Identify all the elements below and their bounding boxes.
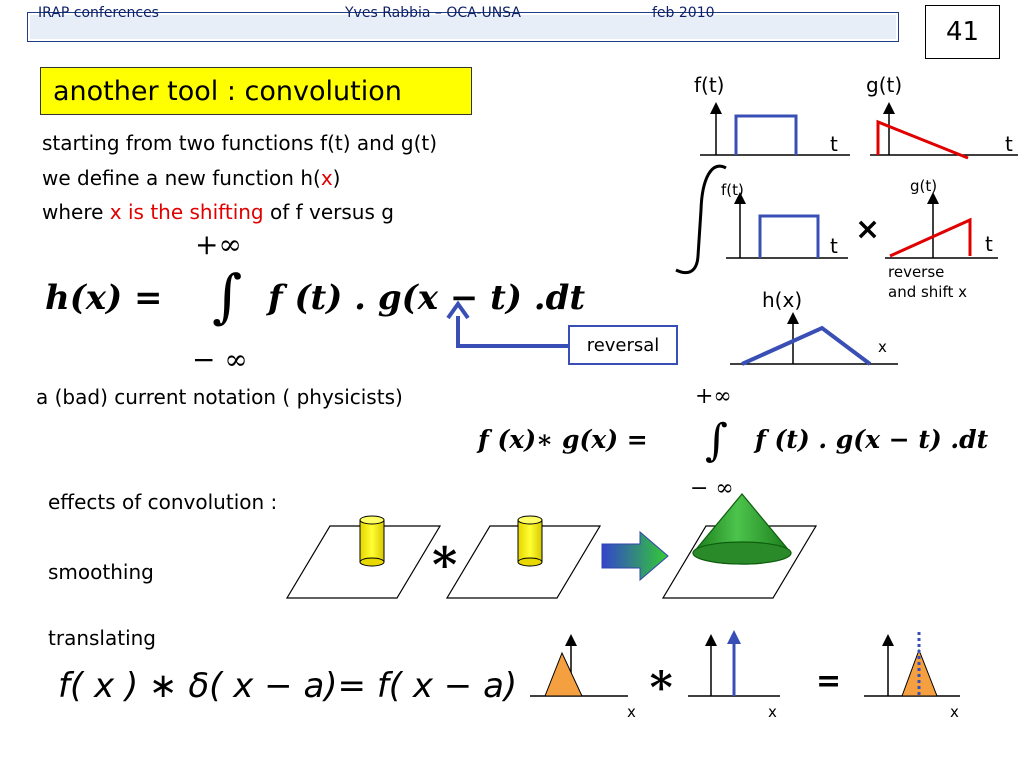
page-number: 41 [925,5,1000,59]
reverse-note-1: reverse [888,263,945,281]
cylinder-1 [360,516,384,566]
second-formula-lhs: f (x)∗ g(x) = [478,425,648,454]
intro-line-3-red: x is the shifting [109,200,264,224]
effects-heading: effects of convolution : [48,490,278,514]
cylinder-2 [518,516,542,566]
reverse-note-2: and shift x [888,283,968,301]
result-arrow [602,532,668,580]
delta-formula: f( x ) ∗ δ( x − a)= f( x − a) [58,666,518,706]
translate-plot-2 [864,632,960,696]
t-label-g2: t [985,232,993,256]
header-date: feb 2010 [652,5,715,21]
translate-delta-plot [688,630,780,696]
second-formula-upper-limit: +∞ [695,384,732,409]
t-label-f2: t [830,234,838,258]
x-label-tri2: x [950,703,959,721]
main-formula-integral: ∫ [212,262,243,330]
g-small-label: g(t) [910,177,938,195]
f-small-label: f(t) [721,181,744,199]
f-plot [700,108,850,155]
integral-sign [676,166,726,273]
x-label-delta: x [768,703,777,721]
slide-title: another tool : convolution [40,67,472,115]
translate-plot-1 [530,640,628,696]
effects-translating: translating [48,626,156,650]
header-conference: IRAP conferences [38,5,159,21]
main-formula-upper-limit: +∞ [195,228,242,261]
intro-line-1: starting from two functions f(t) and g(t) [42,131,438,155]
reversal-arrow [448,304,568,346]
t-label-g: t [1005,132,1013,156]
effects-smoothing: smoothing [48,560,154,584]
main-formula-integrand: f (t) . g(x − t) .dt [268,278,586,318]
smoothing-conv-symbol: ∗ [428,528,462,584]
reversal-label: reversal [568,325,678,365]
intro-line-2-var: x [320,166,333,190]
f-label: f(t) [694,73,725,97]
t-label-f: t [830,132,838,156]
second-formula-lower-limit: − ∞ [690,476,734,501]
equals-symbol: = [816,664,842,699]
intro-line-3-prefix: where [42,200,110,224]
g-reversed-plot [885,198,998,258]
intro-line-3-suffix: of f versus g [263,200,394,224]
header-author: Yves Rabbia – OCA-UNSA [345,5,521,21]
h-label: h(x) [762,288,803,312]
main-formula-lower-limit: − ∞ [192,343,248,376]
notation-text: a (bad) current notation ( physicists) [36,385,403,409]
second-formula-integrand: f (t) . g(x − t) .dt [755,425,989,454]
f-small-plot [726,198,848,258]
second-formula-integral: ∫ [705,415,728,466]
main-formula-lhs: h(x) = [45,278,163,318]
translating-conv-symbol: ∗ [646,654,677,705]
x-label-h: x [878,338,887,356]
intro-line-2-prefix: we define a new function h( [42,166,321,190]
g-plot [870,108,1018,158]
x-label-tri1: x [627,703,636,721]
intro-line-2-suffix: ) [332,166,341,190]
times-symbol: × [855,212,881,247]
g-label: g(t) [866,73,903,97]
h-plot [730,318,898,364]
